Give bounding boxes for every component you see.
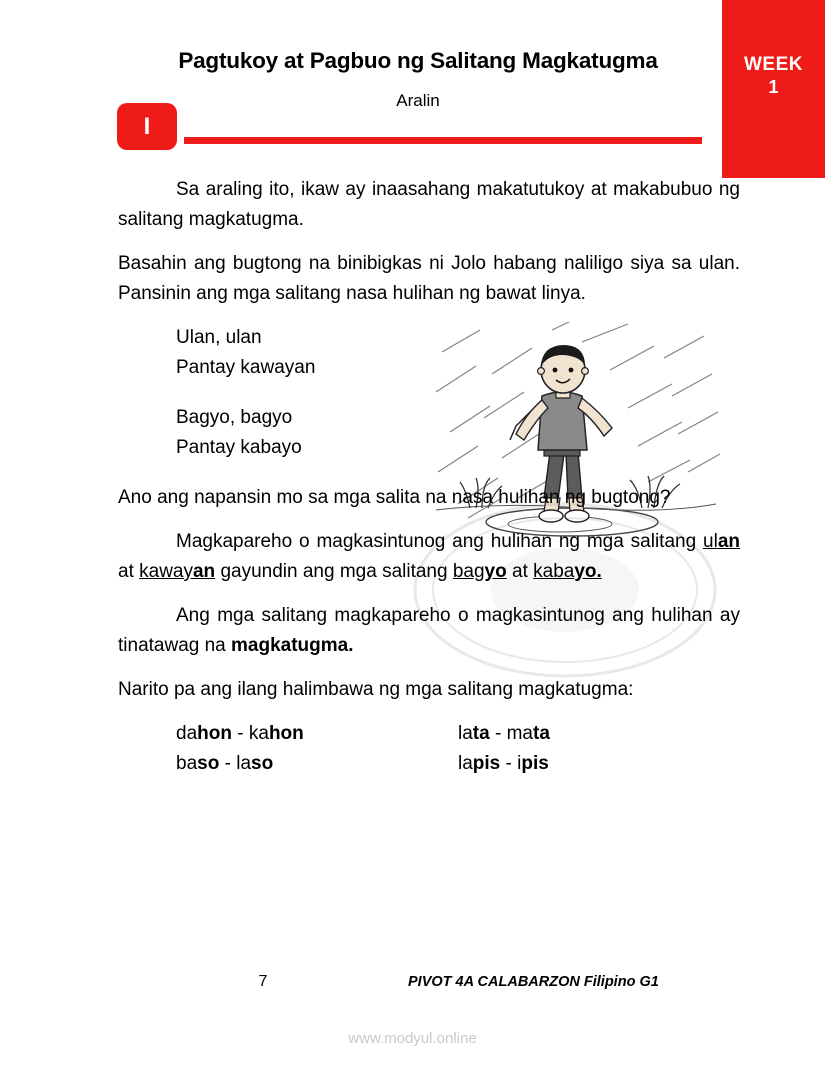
poem-line: Bagyo, bagyo [176,407,293,428]
lesson-content [118,175,740,779]
question-paragraph: Ano ang napansin mo sa mga salita na nasa hulihan ng bugtong? [118,487,671,508]
definition-paragraph: Ang mga salitang magkapareho o magkasintunog ang hulihan ay tinatawag na magkatugma. [118,605,740,656]
key-term: magkatugma. [231,635,354,656]
week-badge [722,0,825,178]
rhyme-word-4: kabayo. [533,561,602,582]
examples-lead: Narito pa ang ilang halimbawa ng mga salitang magkatugma: [118,679,634,700]
riddle-poem [176,323,740,463]
rhyme-word-1: ulan [703,531,740,552]
poem-line: Pantay kabayo [176,437,302,458]
poem-line: Pantay kawayan [176,357,316,378]
page-header [118,48,718,111]
lesson-label: Aralin [396,91,440,110]
poem-line: Ulan, ulan [176,327,262,348]
instruction-paragraph: Basahin ang bugtong na binibigkas ni Jolo habang naliligo siya sa ulan. Pansinin ang mga salitang nasa hulihan ng bawat linya. [118,253,740,304]
example-pair: dahon - kahon [176,723,304,744]
intro-paragraph: Sa araling ito, ikaw ay inaasahang makatutukoy at makabubuo ng salitang magkatugma. [118,179,740,230]
rhyme-word-2: kawayan [139,561,216,582]
week-label: WEEK [744,54,803,75]
example-row [118,719,740,749]
answer-lead: Magkapareho o magkasintunog ang hulihan ng mga salitang [176,531,704,552]
answer-paragraph: Magkapareho o magkasintunog ang hulihan ng mga salitang ulan at kawayan gayundin ang mga salitang bagyo at kabayo. [118,531,740,582]
poem-stanza-1 [176,323,740,383]
footer-reference: PIVOT 4A CALABARZON Filipino G1 [408,974,659,990]
example-pair: lapis - ipis [458,753,549,774]
page-title: Pagtukoy at Pagbuo ng Salitang Magkatugma [178,48,658,73]
week-number: 1 [768,77,779,97]
site-watermark: www.modyul.online [348,1030,477,1047]
rhyme-word-3: bagyo [452,561,507,582]
example-pair: lata - mata [458,723,550,744]
examples-list [118,719,740,779]
lesson-number-badge: I [117,103,177,150]
poem-stanza-2 [176,403,740,463]
example-pair: baso - laso [176,753,274,774]
page-number: 7 [258,973,268,990]
page-footer [118,973,740,991]
header-divider [184,137,702,144]
example-row [118,749,740,779]
